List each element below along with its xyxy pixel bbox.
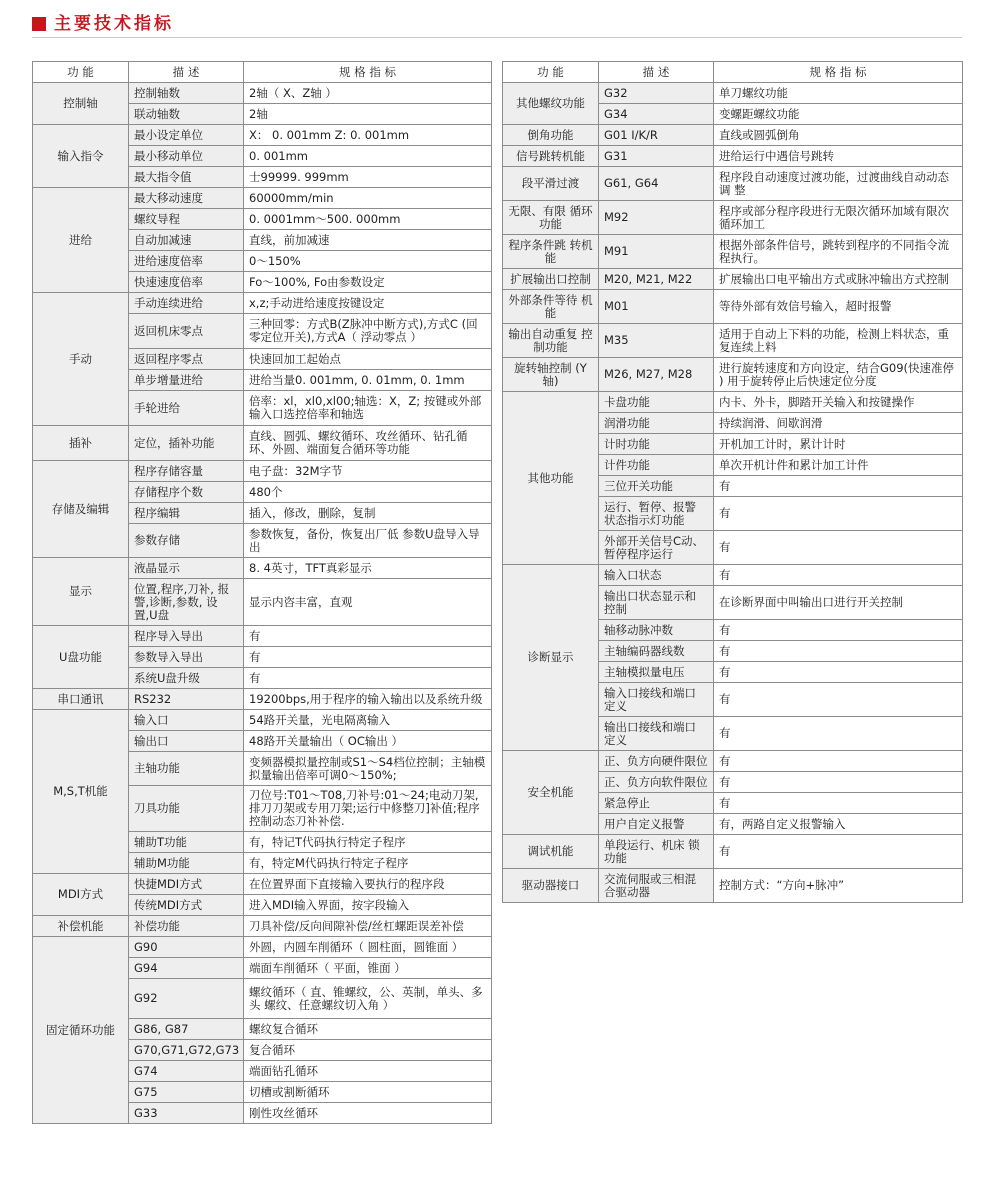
section-title: 主要技术指标 [54, 14, 174, 34]
function-group-cell: 程序条件跳 转机能 [503, 235, 599, 269]
spec-value-cell: 0～150% [244, 251, 492, 272]
description-cell: G75 [129, 1082, 244, 1103]
spec-value-cell: 电子盘：32M字节 [244, 461, 492, 482]
spec-value-cell: 参数恢复，备份，恢复出厂低 参数U盘导入导出 [244, 524, 492, 558]
description-cell: M20, M21, M22 [599, 269, 714, 290]
description-cell: 位置,程序,刀补, 报警,诊断,参数, 设置,U盘 [129, 579, 244, 626]
description-cell: 卡盘功能 [599, 392, 714, 413]
spec-value-cell: 适用于自动上下料的功能，检测上料状态，重复连续上料 [714, 324, 963, 358]
header-divider [32, 37, 962, 38]
spec-value-cell: 外圆，内圆车削循环（ 圆柱面，圆锥面 ） [244, 937, 492, 958]
spec-value-cell: 有 [714, 476, 963, 497]
table-row [503, 83, 963, 104]
spec-value-cell: 2轴（ X、Z轴 ） [244, 83, 492, 104]
section-header [32, 12, 962, 40]
description-cell: 联动轴数 [129, 104, 244, 125]
description-cell: G92 [129, 979, 244, 1019]
spec-value-cell: 内卡、外卡，脚踏开关输入和按键操作 [714, 392, 963, 413]
table-row [33, 461, 492, 482]
description-cell: 最小设定单位 [129, 125, 244, 146]
description-cell: 输入口接线和端口 定义 [599, 683, 714, 717]
description-cell: G86, G87 [129, 1019, 244, 1040]
table-row [33, 83, 492, 104]
description-cell: M26, M27, M28 [599, 358, 714, 392]
spec-value-cell: 有 [244, 647, 492, 668]
spec-value-cell: 插入，修改，删除，复制 [244, 503, 492, 524]
header-spec: 规 格 指 标 [714, 62, 963, 83]
spec-value-cell: 有 [714, 531, 963, 565]
function-group-cell: 输入指令 [33, 125, 129, 188]
spec-value-cell: 变频器模拟量控制或S1～S4档位控制；主轴模拟量输出倍率可调0～150%; [244, 752, 492, 786]
function-group-cell: M,S,T机能 [33, 710, 129, 874]
description-cell: 返回机床零点 [129, 314, 244, 349]
function-group-cell: 信号跳转机能 [503, 146, 599, 167]
spec-value-cell: 有，特记T代码执行特定子程序 [244, 832, 492, 853]
function-group-cell: 固定循环功能 [33, 937, 129, 1124]
description-cell: G61, G64 [599, 167, 714, 201]
spec-value-cell: 在位置界面下直接输入要执行的程序段 [244, 874, 492, 895]
description-cell: G94 [129, 958, 244, 979]
spec-value-cell: 根据外部条件信号，跳转到程序的不同指令流程执行。 [714, 235, 963, 269]
description-cell: 紧急停止 [599, 793, 714, 814]
spec-value-cell: 螺纹复合循环 [244, 1019, 492, 1040]
header-description: 描 述 [129, 62, 244, 83]
spec-value-cell: 程序段自动速度过渡功能，过渡曲线自动动态调 整 [714, 167, 963, 201]
function-group-cell: 无限、有限 循环功能 [503, 201, 599, 235]
description-cell: G90 [129, 937, 244, 958]
table-row [33, 874, 492, 895]
spec-value-cell: 2轴 [244, 104, 492, 125]
function-group-cell: 其他功能 [503, 392, 599, 565]
table-row [503, 146, 963, 167]
description-cell: 进给速度倍率 [129, 251, 244, 272]
description-cell: 正、负方向软件限位 [599, 772, 714, 793]
description-cell: 最大指令值 [129, 167, 244, 188]
function-group-cell: 插补 [33, 426, 129, 461]
table-row [33, 710, 492, 731]
description-cell: G74 [129, 1061, 244, 1082]
table-header-row [503, 62, 963, 83]
description-cell: G33 [129, 1103, 244, 1124]
function-group-cell: 段平滑过渡 [503, 167, 599, 201]
description-cell: 最大移动速度 [129, 188, 244, 209]
description-cell: 快捷MDI方式 [129, 874, 244, 895]
spec-value-cell: 刀具补偿/反向间隙补偿/丝杠螺距误差补偿 [244, 916, 492, 937]
spec-value-cell: 0. 0001mm～500. 000mm [244, 209, 492, 230]
spec-value-cell: 进给当量0. 001mm, 0. 01mm, 0. 1mm [244, 370, 492, 391]
table-row [503, 167, 963, 201]
header-square-icon [32, 17, 46, 31]
table-row [503, 565, 963, 586]
description-cell: 运行、暂停、报警 状态指示灯功能 [599, 497, 714, 531]
function-group-cell: 诊断显示 [503, 565, 599, 751]
description-cell: 外部开关信号C动、 暂停程序运行 [599, 531, 714, 565]
table-header-row [33, 62, 492, 83]
spec-value-cell: 有 [714, 772, 963, 793]
spec-value-cell: 变螺距螺纹功能 [714, 104, 963, 125]
spec-value-cell: 扩展输出口电平输出方式或脉冲输出方式控制 [714, 269, 963, 290]
description-cell: 快速速度倍率 [129, 272, 244, 293]
description-cell: RS232 [129, 689, 244, 710]
description-cell: M35 [599, 324, 714, 358]
description-cell: 输出口状态显示和 控制 [599, 586, 714, 620]
description-cell: 手动连续进给 [129, 293, 244, 314]
function-group-cell: 存储及编辑 [33, 461, 129, 558]
description-cell: 参数导入导出 [129, 647, 244, 668]
description-cell: 交流伺服或三相混 合驱动器 [599, 869, 714, 903]
description-cell: 返回程序零点 [129, 349, 244, 370]
function-group-cell: MDI方式 [33, 874, 129, 916]
spec-value-cell: 进行旋转速度和方向设定，结合G09(快速准停 ) 用于旋转停止后快速定位分度 [714, 358, 963, 392]
spec-value-cell: 有 [714, 683, 963, 717]
function-group-cell: 调试机能 [503, 835, 599, 869]
description-cell: 计件功能 [599, 455, 714, 476]
function-group-cell: 补偿机能 [33, 916, 129, 937]
description-cell: 辅助M功能 [129, 853, 244, 874]
description-cell: M01 [599, 290, 714, 324]
table-row [503, 269, 963, 290]
spec-value-cell: 进给运行中遇信号跳转 [714, 146, 963, 167]
spec-value-cell: 有 [244, 668, 492, 689]
table-row [33, 937, 492, 958]
description-cell: 刀具功能 [129, 786, 244, 832]
table-row [503, 201, 963, 235]
header-function: 功 能 [33, 62, 129, 83]
spec-value-cell: 0. 001mm [244, 146, 492, 167]
description-cell: M92 [599, 201, 714, 235]
description-cell: M91 [599, 235, 714, 269]
function-group-cell: 显示 [33, 558, 129, 626]
table-row [503, 235, 963, 269]
spec-value-cell: Fo～100%, Fo由参数设定 [244, 272, 492, 293]
spec-value-cell: 有 [714, 835, 963, 869]
function-group-cell: 串口通讯 [33, 689, 129, 710]
description-cell: 自动加减速 [129, 230, 244, 251]
table-row [503, 835, 963, 869]
spec-value-cell: 螺纹循环（ 直、锥螺纹，公、英制，单头、多头 螺纹、任意螺纹切入角 ） [244, 979, 492, 1019]
function-group-cell: 倒角功能 [503, 125, 599, 146]
description-cell: 单步增量进给 [129, 370, 244, 391]
spec-value-cell: 8. 4英寸，TFT真彩显示 [244, 558, 492, 579]
description-cell: G31 [599, 146, 714, 167]
table-row [503, 125, 963, 146]
description-cell: 系统U盘升级 [129, 668, 244, 689]
spec-value-cell: 快速回加工起始点 [244, 349, 492, 370]
spec-value-cell: x,z;手动进给速度按键设定 [244, 293, 492, 314]
description-cell: 主轴编码器线数 [599, 641, 714, 662]
function-group-cell: 扩展输出口控制 [503, 269, 599, 290]
spec-value-cell: 有 [714, 565, 963, 586]
function-group-cell: 旋转轴控制 (Y 轴) [503, 358, 599, 392]
spec-value-cell: 有 [714, 641, 963, 662]
spec-value-cell: 程序或部分程序段进行无限次循环加域有限次循环加工 [714, 201, 963, 235]
table-row [33, 188, 492, 209]
description-cell: 输入口状态 [599, 565, 714, 586]
spec-value-cell: 持续润滑、间歇润滑 [714, 413, 963, 434]
description-cell: 三位开关功能 [599, 476, 714, 497]
description-cell: 补偿功能 [129, 916, 244, 937]
description-cell: G01 I/K/R [599, 125, 714, 146]
description-cell: 输出口 [129, 731, 244, 752]
spec-value-cell: 切槽或割断循环 [244, 1082, 492, 1103]
description-cell: 存储程序个数 [129, 482, 244, 503]
spec-value-cell: 直线、圆弧、螺纹循环、攻丝循环、钻孔循环、外圆、端面复合循环等功能 [244, 426, 492, 461]
table-row [503, 324, 963, 358]
description-cell: 定位，插补功能 [129, 426, 244, 461]
table-row [503, 290, 963, 324]
header-spec: 规 格 指 标 [244, 62, 492, 83]
spec-value-cell: 有 [714, 717, 963, 751]
table-row [33, 916, 492, 937]
description-cell: 螺纹导程 [129, 209, 244, 230]
spec-value-cell: 直线或圆弧倒角 [714, 125, 963, 146]
description-cell: 参数存储 [129, 524, 244, 558]
function-group-cell: 手动 [33, 293, 129, 426]
description-cell: 主轴模拟量电压 [599, 662, 714, 683]
description-cell: 程序导入导出 [129, 626, 244, 647]
description-cell: 程序存储容量 [129, 461, 244, 482]
description-cell: 辅助T功能 [129, 832, 244, 853]
right-spec-table [502, 61, 963, 903]
spec-value-cell: 48路开关量输出（ OC输出 ） [244, 731, 492, 752]
spec-value-cell: 有，两路自定义报警输入 [714, 814, 963, 835]
description-cell: 程序编辑 [129, 503, 244, 524]
description-cell: 用户自定义报警 [599, 814, 714, 835]
spec-value-cell: 54路开关量，光电隔离输入 [244, 710, 492, 731]
spec-value-cell: 开机加工计时，累计计时 [714, 434, 963, 455]
description-cell: 主轴功能 [129, 752, 244, 786]
spec-value-cell: 有，特定M代码执行特定子程序 [244, 853, 492, 874]
description-cell: 计时功能 [599, 434, 714, 455]
spec-value-cell: 有 [244, 626, 492, 647]
description-cell: G32 [599, 83, 714, 104]
spec-value-cell: 在诊断界面中叫输出口进行开关控制 [714, 586, 963, 620]
description-cell: 正、负方向硬件限位 [599, 751, 714, 772]
spec-value-cell: 单刀螺纹功能 [714, 83, 963, 104]
function-group-cell: U盘功能 [33, 626, 129, 689]
description-cell: 润滑功能 [599, 413, 714, 434]
table-row [33, 293, 492, 314]
spec-value-cell: 刀位号:T01～T08,刀补号:01～24;电动刀架,排刀刀架或专用刀架;运行中修整刀]补值;程序 控制动态刀补补偿. [244, 786, 492, 832]
table-row [503, 869, 963, 903]
header-description: 描 述 [599, 62, 714, 83]
spec-value-cell: 单次开机计件和累计加工计件 [714, 455, 963, 476]
function-group-cell: 控制轴 [33, 83, 129, 125]
spec-value-cell: 显示内咨丰富，直观 [244, 579, 492, 626]
spec-value-cell: X： 0. 001mm Z: 0. 001mm [244, 125, 492, 146]
spec-value-cell: 19200bps,用于程序的输入输出以及系统升级 [244, 689, 492, 710]
function-group-cell: 外部条件等待 机能 [503, 290, 599, 324]
function-group-cell: 其他螺纹功能 [503, 83, 599, 125]
description-cell: 单段运行、机床 锁功能 [599, 835, 714, 869]
description-cell: G34 [599, 104, 714, 125]
description-cell: G70,G71,G72,G73 [129, 1040, 244, 1061]
table-row [503, 392, 963, 413]
table-row [33, 426, 492, 461]
description-cell: 轴移动脉冲数 [599, 620, 714, 641]
spec-value-cell: 端面车削循环（ 平面，锥面 ） [244, 958, 492, 979]
spec-value-cell: 三种回零：方式B(Z脉冲中断方式),方式C (回零定位开关),方式A（ 浮动零点 ） [244, 314, 492, 349]
spec-value-cell: 直线，前加减速 [244, 230, 492, 251]
description-cell: 输入口 [129, 710, 244, 731]
table-row [33, 125, 492, 146]
description-cell: 输出口接线和端口 定义 [599, 717, 714, 751]
table-row [503, 358, 963, 392]
description-cell: 传统MDI方式 [129, 895, 244, 916]
function-group-cell: 进给 [33, 188, 129, 293]
left-spec-table [32, 61, 492, 1124]
spec-value-cell: 480个 [244, 482, 492, 503]
function-group-cell: 安全机能 [503, 751, 599, 835]
spec-value-cell: 有 [714, 620, 963, 641]
table-row [33, 626, 492, 647]
description-cell: 控制轴数 [129, 83, 244, 104]
spec-value-cell: 刚性攻丝循环 [244, 1103, 492, 1124]
spec-value-cell: 进入MDI输入界面，按字段输入 [244, 895, 492, 916]
spec-value-cell: 控制方式：“方向+脉冲” [714, 869, 963, 903]
table-row [33, 689, 492, 710]
spec-value-cell: 有 [714, 751, 963, 772]
spec-value-cell: 有 [714, 662, 963, 683]
description-cell: 手轮进给 [129, 391, 244, 426]
spec-value-cell: 有 [714, 793, 963, 814]
header-function: 功 能 [503, 62, 599, 83]
function-group-cell: 驱动器接口 [503, 869, 599, 903]
description-cell: 液晶显示 [129, 558, 244, 579]
spec-value-cell: 复合循环 [244, 1040, 492, 1061]
spec-value-cell: 端面钻孔循环 [244, 1061, 492, 1082]
spec-value-cell: 有 [714, 497, 963, 531]
spec-value-cell: 士99999. 999mm [244, 167, 492, 188]
description-cell: 最小移动单位 [129, 146, 244, 167]
spec-value-cell: 等待外部有效信号输入，超时报警 [714, 290, 963, 324]
spec-value-cell: 60000mm/min [244, 188, 492, 209]
table-row [503, 751, 963, 772]
spec-value-cell: 倍率：xl，xl0,xl00;轴选：X，Z; 按键或外部 输入口选控倍率和轴选 [244, 391, 492, 426]
function-group-cell: 输出自动重复 控制功能 [503, 324, 599, 358]
table-row [33, 558, 492, 579]
